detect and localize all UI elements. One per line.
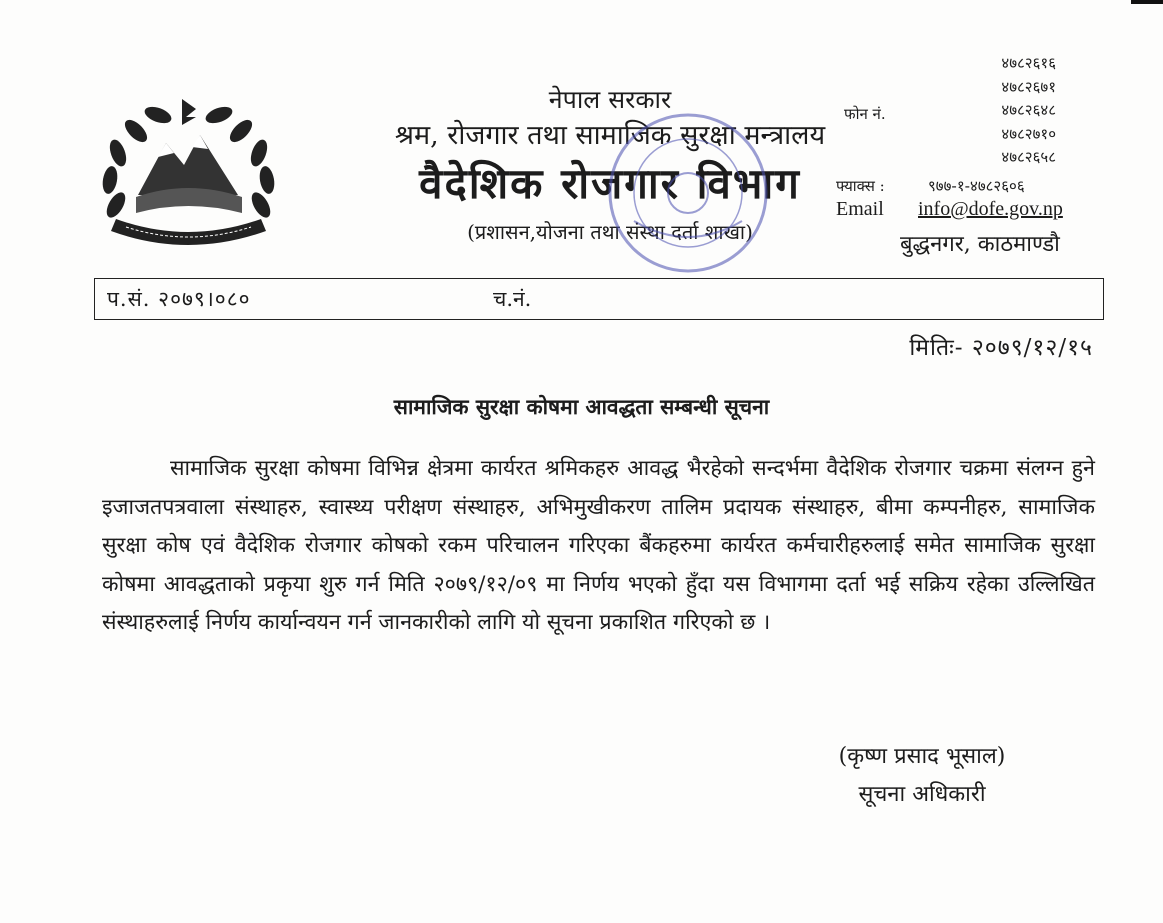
department-seal-stamp-icon [588,103,788,283]
reference-number: प.सं. २०७९।०८० [107,287,251,311]
email-label: Email [836,198,884,220]
signatory-name: (कृष्ण प्रसाद भूसाल) [838,744,1006,769]
fax-label: फ्याक्स : [836,177,885,195]
signatory-title: सूचना अधिकारी [858,782,986,807]
phone-label: फोन नं. [844,105,886,123]
contact-block [836,52,1096,262]
phone-numbers [1001,52,1056,170]
fax-number: ९७७-१-४७८२६०६ [928,177,1025,195]
department-name: वैदेशिक रोजगार विभाग [419,159,801,208]
notice-date: मितिः- २०७९/१२/१५ [909,335,1093,361]
phone-number: ४७८२६४८ [1001,101,1056,119]
government-name: नेपाल सरकार [548,85,672,114]
phone-number: ४७८२७१० [1001,124,1056,143]
email-link[interactable]: info@dofe.gov.np [918,198,1063,220]
phone-number: ४७८२६१६ [1001,54,1056,72]
reference-box [94,278,1104,320]
nepal-government-emblem-icon [96,95,281,255]
signatory-block [822,738,1022,814]
phone-number: ४७८२६५८ [1001,148,1056,166]
section-name: (प्रशासन,योजना तथा संस्था दर्ता शाखा) [467,220,753,244]
office-address: बुद्धनगर, काठमाण्डौ [900,232,1060,257]
corner-scan-mark [1131,0,1163,4]
dispatch-number: च.नं. [493,287,532,311]
notice-body: सामाजिक सुरक्षा कोषमा विभिन्न क्षेत्रमा कार्यरत श्रमिकहरु आवद्ध भैरहेको सन्दर्भमा वैदेशिक रोजगार चक्रमा संलग्न हुने इजाजतपत्रवाला संस्थाहरु, स्वास्थ्य परीक्षण संस्थाहरु, अभिमुखीकरण तालिम प्रदायक संस्थाहरु, बीमा कम्पनीहरु, सामाजिक सुरक्षा कोष एवं वैदेशिक रोजगार कोषको रकम परिचालन गरिएका बैंकहरुमा कार्यरत कर्मचारीहरुलाई समेत सामाजिक सुरक्षा कोषमा आवद्धताको प्रकृया शुरु गर्न मिति २०७९/१२/०९ मा निर्णय भएको हुँदा यस विभागमा दर्ता भई सक्रिय रहेका उल्लिखित संस्थाहरुलाई निर्णय कार्यान्वयन गर्न जानकारीको लागि यो सूचना प्रकाशित गरिएको छ । [102,456,1095,635]
notice-title: सामाजिक सुरक्षा कोषमा आवद्धता सम्बन्धी सूचना [393,394,770,419]
ministry-name: श्रम, रोजगार तथा सामाजिक सुरक्षा मन्त्रालय [394,120,826,151]
phone-number: ४७८२६७१ [1001,77,1056,96]
